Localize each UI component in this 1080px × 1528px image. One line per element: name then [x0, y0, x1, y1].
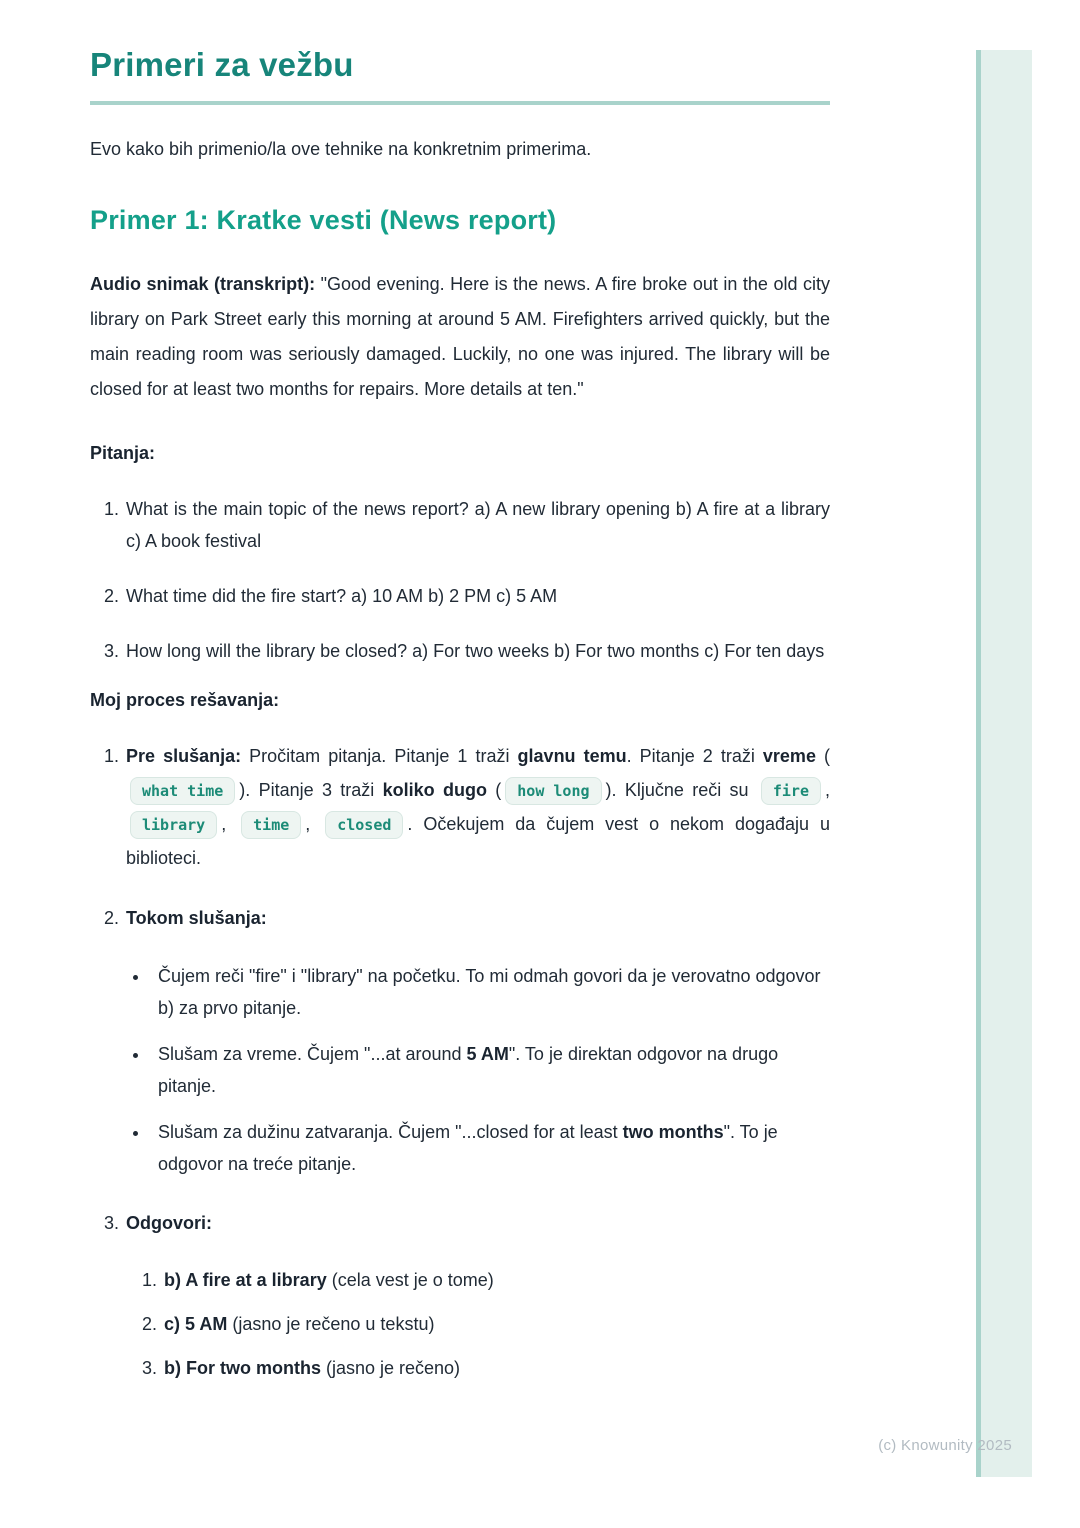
keyword-chip: time: [241, 811, 301, 839]
intro-text: Evo kako bih primenio/la ove tehnike na konkretnim primerima.: [90, 139, 592, 159]
question-item: 2. What time did the fire start? a) 10 AM b) 2 PM c) 5 AM: [124, 580, 830, 612]
section-title: Primer 1: Kratke vesti (News report): [90, 205, 557, 235]
transcript-label: Audio snimak (transkript):: [90, 274, 316, 294]
process-step-answers: [124, 1206, 830, 1384]
process-step-pre-listening: 1. Pre slušanja: Pročitam pitanja. Pitanje 1 traži glavnu temu. Pitanje 2 traži vreme (what time ). Pitanje 3 traži koliko dugo ( how long ). Ključne reči su fire , library , time , closed . Očekujem da čujem vest o nekom događaju u biblioteci.: [124, 739, 830, 875]
bold-text: Pre slušanja:: [126, 746, 242, 766]
bullet-item: • Slušam za dužinu zatvaranja. Čujem "...closed for at least two months". To je odgovor na treće pitanje.: [150, 1116, 830, 1180]
question-item: 1. What is the main topic of the news report? a) A new library opening b) A fire at a library c) A book festival: [124, 493, 830, 557]
bold-text: two months: [622, 1122, 724, 1142]
bullet-item: • Slušam za vreme. Čujem "...at around 5 AM". To je direktan odgovor na drugo pitanje.: [150, 1038, 830, 1102]
transcript-text: "Good evening. Here is the news. A fire broke out in the old city library on Park Street early this morning at around 5 AM. Firefighters arrived quickly, but the main reading room was seriously damaged. Luckily, no one was injured. The library will be closed for at least two months for repairs. More details at ten.": [90, 274, 830, 399]
question-item: 3. How long will the library be closed? a) For two weeks b) For two months c) For ten days: [124, 635, 830, 667]
process-heading: Moj proces rešavanja:: [90, 690, 280, 710]
bold-text: b) A fire at a library: [164, 1270, 327, 1290]
bold-text: c) 5 AM: [164, 1314, 228, 1334]
page-title: Primeri za vežbu: [90, 46, 354, 83]
decorative-side-strip: [976, 50, 1032, 1477]
bullet-item: • Čujem reči "fire" i "library" na početku. To mi odmah govori da je verovatno odgovor b) za prvo pitanje.: [150, 960, 830, 1024]
title-divider: [90, 101, 830, 105]
answer-item: 3. b) For two months (jasno je rečeno): [162, 1353, 830, 1384]
step-label: Odgovori:: [126, 1213, 212, 1233]
copyright-notice: (c) Knowunity 2025: [878, 1437, 1012, 1454]
bold-text: vreme: [762, 746, 816, 766]
process-list: [90, 739, 830, 1384]
keyword-chip: how long: [505, 777, 601, 805]
answer-item: 2. c) 5 AM (jasno je rečeno u tekstu): [162, 1309, 830, 1340]
bold-text: glavnu temu: [517, 746, 627, 766]
questions-list: [90, 493, 830, 667]
audio-transcript: [90, 267, 830, 407]
keyword-chip: closed: [325, 811, 403, 839]
bold-text: b) For two months: [164, 1358, 321, 1378]
process-step-during-listening: [124, 901, 830, 1180]
bold-text: 5 AM: [466, 1044, 509, 1064]
keyword-chip: fire: [761, 777, 821, 805]
listening-bullets: [126, 960, 830, 1180]
keyword-chip: what time: [130, 777, 235, 805]
answer-item: 1. b) A fire at a library (cela vest je o tome): [162, 1265, 830, 1296]
questions-heading: Pitanja:: [90, 443, 156, 463]
step-label: Tokom slušanja:: [126, 908, 267, 928]
document-content: [90, 0, 830, 1410]
bold-text: koliko dugo: [382, 780, 487, 800]
keyword-chip: library: [130, 811, 217, 839]
answers-list: [126, 1265, 830, 1384]
